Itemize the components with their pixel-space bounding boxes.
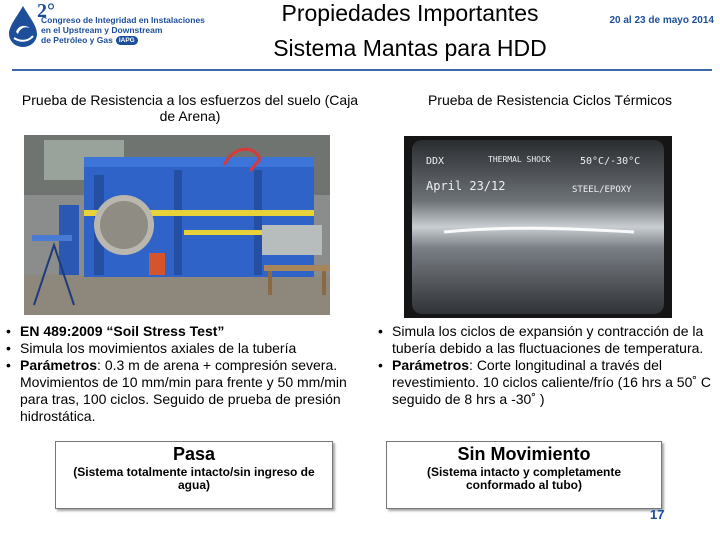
left-result-title: Pasa [172,444,216,464]
logo-line-3: de Petróleo y Gas [41,35,113,45]
right-result-subtitle: (Sistema intacto y completamente conformado al tubo) [426,465,622,492]
bullet-text: : Corte longitudinal a través del revestimiento. 10 ciclos caliente/frío (16 hrs a 50˚ C seguido de 8 hrs a -30˚ ) [392,357,712,407]
thermal-cycle-pipe-photo [404,136,672,318]
left-column-heading: Prueba de Resistencia a los esfuerzos del suelo (Caja de Arena) [21,92,359,124]
list-item [6,340,362,357]
right-result-title: Sin Movimiento [457,444,591,464]
left-result-subtitle: (Sistema totalmente intacto/sin ingreso de agua) [73,465,315,492]
logo-badge: IAPG [116,36,138,45]
right-column-heading: Prueba de Resistencia Ciclos Térmicos [427,92,673,108]
logo-line-3-row [41,35,231,45]
photo-label-steel-epoxy: STEEL/EPOXY [572,185,632,195]
right-result-box [386,441,662,509]
bullet-label: Parámetros [20,357,98,373]
list-item [6,357,362,425]
page-subtitle: Sistema Mantas para HDD [273,35,547,61]
left-bullet-list [6,323,362,425]
header-divider [12,69,712,71]
logo-text [41,15,231,45]
list-item [6,323,362,340]
logo-number: 2° [37,0,55,22]
logo-line-1: Congreso de Integridad en Instalaciones [41,15,205,25]
page-number: 17 [650,507,665,522]
sandbox-test-photo [24,135,330,315]
water-drop-icon [6,4,40,48]
logo-line-2: en el Upstream y Downstream [41,25,163,35]
bullet-text: EN 489:2009 “Soil Stress Test” [20,323,225,339]
bullet-text: : 0.3 m de arena + compresión severa. Movimientos de 10 mm/min para frente y 50 mm/min para tras, 100 ciclos. Seguido de prueba de presión hidrostática. [20,357,347,424]
bullet-text: Simula los movimientos axiales de la tubería [20,340,297,356]
bullet-text: Simula los ciclos de expansión y contracción de la tubería debido a las fluctuaciones de temperatura. [392,323,704,356]
event-date: 20 al 23 de mayo 2014 [609,15,714,26]
photo-label-ddx: DDX [426,156,445,167]
list-item [378,323,718,357]
photo-label-temp-range: 50°C/-30°C [580,156,641,167]
congress-logo [4,2,234,52]
page-title: Propiedades Importantes [281,0,539,26]
bullet-label: Parámetros [392,357,470,373]
photo-label-thermal-shock: THERMAL SHOCK [488,155,551,164]
right-bullet-list [378,323,718,408]
list-item [378,357,718,408]
left-result-box [55,441,333,509]
photo-label-date: April 23/12 [426,179,506,193]
